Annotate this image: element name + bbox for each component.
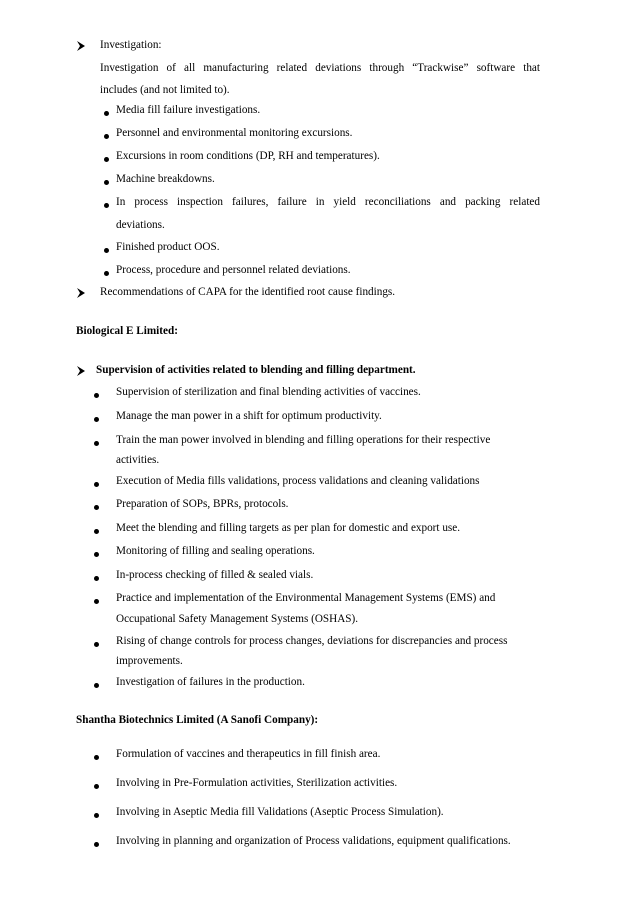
list-item: Involving in planning and organization of Process validations, equipment qualifications.	[116, 835, 511, 847]
list-item: Monitoring of filling and sealing operations.	[116, 545, 315, 557]
list-item: Meet the blending and filling targets as per plan for domestic and export use.	[116, 522, 461, 534]
bullet-dot-icon	[104, 248, 109, 253]
list-item: Supervision of sterilization and final blending activities of vaccines.	[116, 386, 421, 398]
bullet-dot-icon	[104, 157, 109, 162]
list-item: Machine breakdowns.	[116, 173, 215, 185]
list-item: Involving in Aseptic Media fill Validations (Aseptic Process Simulation).	[116, 806, 444, 818]
list-item-continuation: deviations.	[116, 219, 165, 231]
bullet-dot-icon	[94, 417, 99, 422]
bullet-dot-icon	[94, 784, 99, 789]
list-item-continuation: Occupational Safety Management Systems (OSHAS).	[116, 613, 359, 625]
list-item: Process, procedure and personnel related deviations.	[116, 264, 351, 276]
bullet-dot-icon	[104, 111, 109, 116]
bullet-dot-icon	[104, 203, 109, 208]
company-heading-shantha: Shantha Biotechnics Limited (A Sanofi Company):	[76, 714, 319, 726]
bullet-dot-icon	[94, 441, 99, 446]
bullet-dot-icon	[94, 482, 99, 487]
list-item: Rising of change controls for process changes, deviations for discrepancies and process	[116, 635, 508, 647]
bullet-dot-icon	[94, 599, 99, 604]
investigation-intro-line2: includes (and not limited to).	[100, 84, 230, 96]
bullet-dot-icon	[94, 552, 99, 557]
bullet-dot-icon	[94, 505, 99, 510]
capa-line: Recommendations of CAPA for the identified root cause findings.	[100, 286, 396, 298]
bullet-dot-icon	[94, 576, 99, 581]
bullet-dot-icon	[104, 134, 109, 139]
list-item: Preparation of SOPs, BPRs, protocols.	[116, 498, 289, 510]
supervision-heading: Supervision of activities related to blending and filling department.	[96, 364, 416, 376]
list-item: Involving in Pre-Formulation activities, Sterilization activities.	[116, 777, 398, 789]
list-item: Excursions in room conditions (DP, RH and temperatures).	[116, 150, 380, 162]
list-item-continuation: improvements.	[116, 655, 183, 667]
arrow-bullet-icon	[76, 287, 86, 299]
investigation-intro-line1: Investigation of all manufacturing related deviations through “Trackwise” software that	[100, 62, 540, 74]
company-heading-biological-e: Biological E Limited:	[76, 325, 178, 337]
list-item: Execution of Media fills validations, process validations and cleaning validations	[116, 475, 480, 487]
arrow-bullet-icon	[76, 40, 86, 52]
bullet-dot-icon	[94, 842, 99, 847]
bullet-dot-icon	[94, 755, 99, 760]
list-item: Formulation of vaccines and therapeutics in fill finish area.	[116, 748, 381, 760]
list-item: Investigation of failures in the production.	[116, 676, 305, 688]
list-item: Practice and implementation of the Environmental Management Systems (EMS) and	[116, 592, 496, 604]
bullet-dot-icon	[94, 813, 99, 818]
list-item: In-process checking of filled & sealed vials.	[116, 569, 314, 581]
bullet-dot-icon	[94, 393, 99, 398]
bullet-dot-icon	[94, 529, 99, 534]
list-item: Train the man power involved in blending and filling operations for their respective	[116, 434, 491, 446]
bullet-dot-icon	[104, 180, 109, 185]
list-item-continuation: activities.	[116, 454, 160, 466]
bullet-dot-icon	[94, 642, 99, 647]
list-item: Personnel and environmental monitoring excursions.	[116, 127, 353, 139]
list-item: Manage the man power in a shift for optimum productivity.	[116, 410, 382, 422]
list-item: Media fill failure investigations.	[116, 104, 261, 116]
arrow-bullet-icon	[76, 365, 86, 377]
investigation-heading: Investigation:	[100, 39, 162, 51]
list-item: In process inspection failures, failure in yield reconciliations and packing related	[116, 196, 540, 208]
bullet-dot-icon	[94, 683, 99, 688]
list-item: Finished product OOS.	[116, 241, 220, 253]
bullet-dot-icon	[104, 271, 109, 276]
